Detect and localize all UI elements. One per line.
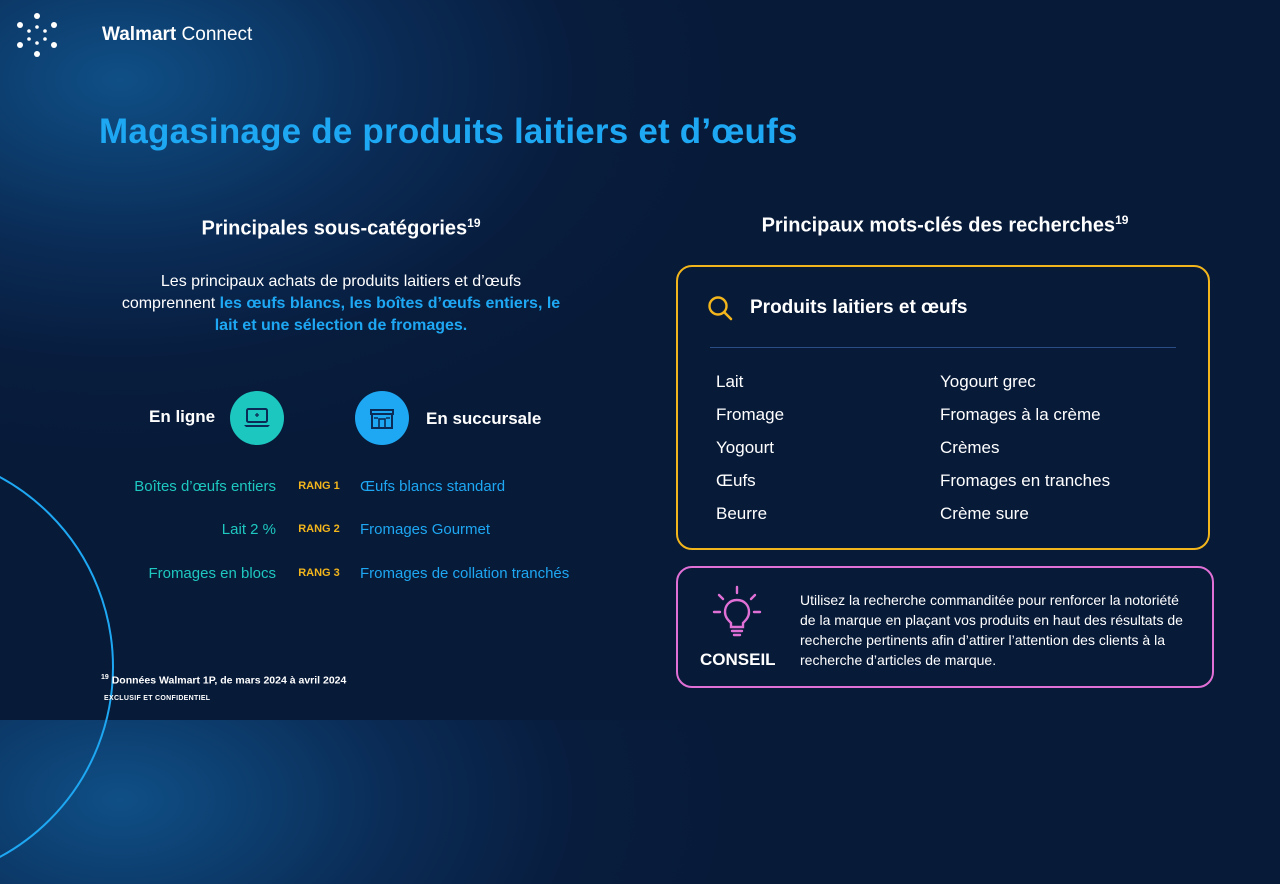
subcategories-heading [120, 216, 562, 241]
rank-row [0, 521, 620, 545]
description-text: Les principaux achats de produits laitiers et d’œufs comprennent [121, 273, 522, 312]
confidential-notice: EXCLUSIF ET CONFIDENTIEL [104, 695, 211, 702]
keywords-heading [676, 213, 1214, 238]
rank-label: RANG 3 [298, 567, 340, 579]
keyword-item: Fromage [716, 405, 785, 424]
search-icon [706, 294, 734, 322]
footnote-ref: 19 [1115, 213, 1129, 227]
online-label: En ligne [149, 407, 216, 426]
store-rank-item: Fromages Gourmet [360, 521, 491, 538]
online-rank-item: Fromages en blocs [148, 565, 276, 582]
online-channel-badge [230, 391, 284, 445]
brand-name [102, 24, 252, 46]
brand-name-light: Connect [181, 24, 253, 45]
rank-row [0, 478, 620, 502]
store-rank-item: Fromages de collation tranchés [360, 565, 570, 582]
online-rank-item: Boîtes d’œufs entiers [134, 478, 276, 495]
footnote-text: Données Walmart 1P, de mars 2024 à avril 2024 [111, 674, 347, 687]
keyword-item: Crèmes [940, 438, 1000, 457]
keywords-box [676, 265, 1210, 550]
keyword-item: Yogourt grec [940, 372, 1036, 391]
keywords-heading-text: Principaux mots-clés des recherches [761, 214, 1116, 237]
rank-label: RANG 2 [298, 523, 340, 535]
keyword-item: Fromages en tranches [940, 471, 1111, 490]
keyword-item: Crème sure [940, 504, 1029, 523]
page-title: Magasinage de produits laitiers et d’œufs [99, 112, 798, 151]
footnote-ref: 19 [467, 216, 481, 230]
brand-name-bold: Walmart [102, 24, 177, 45]
store-label: En succursale [426, 409, 542, 428]
keyword-item: Lait [716, 372, 744, 391]
decorative-arc [0, 450, 114, 884]
rank-row [0, 565, 620, 589]
divider [710, 347, 1176, 348]
footnote-number: 19 [101, 674, 109, 681]
keywords-column-1 [716, 371, 784, 536]
footnote [101, 674, 346, 687]
rank-label: RANG 1 [298, 480, 340, 492]
lightbulb-icon [710, 584, 764, 642]
store-channel-badge [355, 391, 409, 445]
subcategories-description [118, 271, 564, 337]
store-rank-item: Œufs blancs standard [360, 478, 506, 495]
laptop-icon [242, 406, 272, 430]
keywords-column-2 [940, 371, 1110, 536]
keyword-item: Beurre [716, 504, 768, 523]
keyword-item: Fromages à la crème [940, 405, 1101, 424]
tip-label: CONSEIL [700, 650, 776, 669]
search-query-title: Produits laitiers et œufs [750, 297, 968, 318]
online-rank-item: Lait 2 % [221, 521, 276, 538]
keyword-item: Yogourt [716, 438, 774, 457]
keyword-item: Œufs [716, 471, 756, 490]
tip-text: Utilisez la recherche commanditée pour renforcer la notoriété de la marque en plaçant vos produits en haut des résultats de recherche pertinents afin d’attirer l’attention des clients à la recherche d’articles de marque. [800, 592, 1183, 668]
subcategories-heading-text: Principales sous-catégories [201, 217, 468, 240]
description-highlight: les œufs blancs, les boîtes d’œufs entiers, le lait et une sélection de fromages. [214, 295, 561, 334]
store-icon [367, 404, 397, 432]
walmart-connect-logo-icon [12, 10, 62, 60]
tip-box [676, 566, 1214, 688]
